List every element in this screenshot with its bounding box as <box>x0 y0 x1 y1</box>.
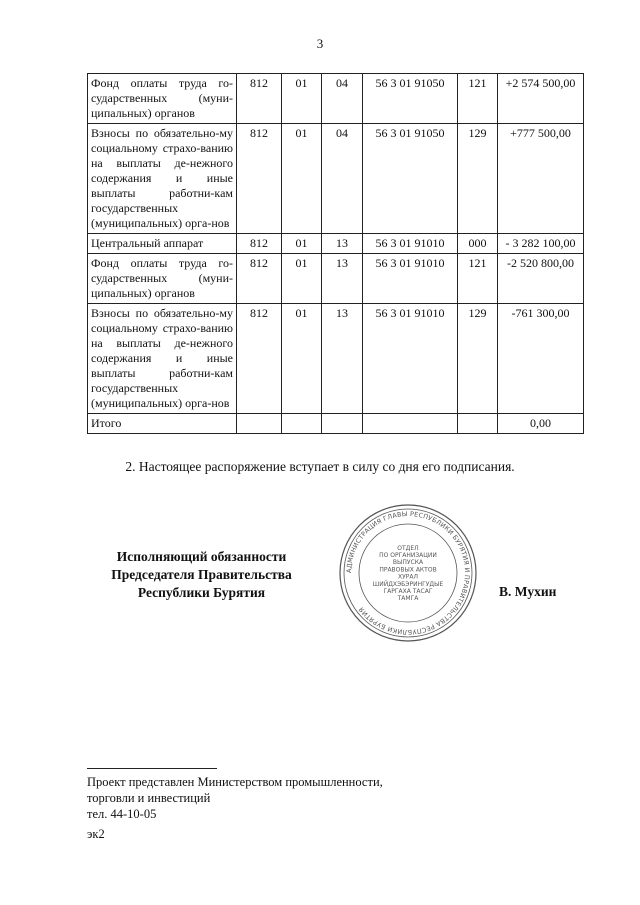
document-index-code: эк2 <box>87 827 105 841</box>
cell-expense-type-code <box>458 414 498 434</box>
cell-expense-type-code: 129 <box>458 304 498 414</box>
signer-title <box>94 548 309 602</box>
signer-line-2: Председателя Правительства <box>111 567 292 582</box>
footnote-line-2: торговли и инвестиций <box>87 791 211 805</box>
seal-outer-text: АДМИНИСТРАЦИЯ ГЛАВЫ РЕСПУБЛИКИ БУРЯТИЯ И ПРАВИТЕЛЬСТВА РЕСПУБЛИКИ БУРЯТИЯ <box>344 509 472 637</box>
cell-section-code: 01 <box>282 124 322 234</box>
seal-inner-line: ТАМГА <box>397 595 419 603</box>
cell-article-code: 56 3 01 91010 <box>363 304 458 414</box>
cell-row-name: Фонд оплаты труда го-сударственных (муни-ципальных) органов <box>88 74 237 124</box>
cell-section-code: 01 <box>282 254 322 304</box>
cell-subsection-code <box>322 414 363 434</box>
page-number: 3 <box>316 36 324 51</box>
cell-section-code: 01 <box>282 234 322 254</box>
table-row <box>88 254 584 304</box>
seal-inner-line: ГАРГАХА ТАСАГ <box>383 588 433 595</box>
cell-ministry-code: 812 <box>237 74 282 124</box>
table-row <box>88 124 584 234</box>
footnote-line-1: Проект представлен Министерством промышленности, <box>87 775 383 789</box>
cell-amount: 0,00 <box>498 414 584 434</box>
cell-ministry-code: 812 <box>237 234 282 254</box>
table-row <box>88 74 584 124</box>
seal-inner-line: ХУРАЛ <box>397 573 419 581</box>
cell-section-code: 01 <box>282 304 322 414</box>
cell-row-name: Взносы по обязательно-му социальному страхо-ванию на выплаты де-нежного содержания и иные выплаты работни-кам государственных (муниципальных) орга-нов <box>88 304 237 414</box>
cell-subsection-code: 04 <box>322 124 363 234</box>
seal-inner-text <box>373 545 444 602</box>
official-seal <box>338 503 478 643</box>
cell-subsection-code: 13 <box>322 304 363 414</box>
table-row <box>88 234 584 254</box>
cell-subsection-code: 13 <box>322 254 363 304</box>
cell-expense-type-code: 121 <box>458 74 498 124</box>
cell-expense-type-code: 000 <box>458 234 498 254</box>
cell-section-code <box>282 414 322 434</box>
cell-amount: +777 500,00 <box>498 124 584 234</box>
table-row <box>88 414 584 434</box>
seal-inner-line: ПРАВОВЫХ АКТОВ <box>379 566 437 574</box>
footnote <box>87 774 383 822</box>
cell-article-code: 56 3 01 91010 <box>363 234 458 254</box>
cell-article-code: 56 3 01 91050 <box>363 74 458 124</box>
cell-ministry-code: 812 <box>237 254 282 304</box>
cell-row-name: Итого <box>88 414 237 434</box>
cell-section-code: 01 <box>282 74 322 124</box>
cell-amount: -761 300,00 <box>498 304 584 414</box>
cell-expense-type-code: 121 <box>458 254 498 304</box>
cell-row-name: Фонд оплаты труда го-сударственных (муни-ципальных) органов <box>88 254 237 304</box>
footnote-divider <box>87 768 217 769</box>
cell-article-code <box>363 414 458 434</box>
seal-inner-line: ШИЙДХЭБЭРИНГУДЫЕ <box>372 580 444 588</box>
cell-ministry-code <box>237 414 282 434</box>
table-row <box>88 304 584 414</box>
cell-article-code: 56 3 01 91050 <box>363 124 458 234</box>
budget-changes-table <box>87 73 584 434</box>
cell-subsection-code: 04 <box>322 74 363 124</box>
footnote-line-3: тел. 44-10-05 <box>87 807 157 821</box>
cell-article-code: 56 3 01 91010 <box>363 254 458 304</box>
seal-inner-line: ВЫПУСКА <box>392 559 424 567</box>
table-body <box>88 74 584 434</box>
cell-amount: - 3 282 100,00 <box>498 234 584 254</box>
cell-ministry-code: 812 <box>237 304 282 414</box>
cell-subsection-code: 13 <box>322 234 363 254</box>
seal-inner-line: ПО ОРГАНИЗАЦИИ <box>379 552 437 559</box>
clause-2: 2. Настоящее распоряжение вступает в силу со дня его подписания. <box>125 459 515 474</box>
signer-name: В. Мухин <box>499 584 557 599</box>
signer-line-1: Исполняющий обязанности <box>116 549 287 564</box>
cell-ministry-code: 812 <box>237 124 282 234</box>
cell-row-name: Взносы по обязательно-му социальному страхо-ванию на выплаты де-нежного содержания и иные выплаты работни-кам государственных (муниципальных) орга-нов <box>88 124 237 234</box>
seal-inner-line: ОТДЕЛ <box>397 544 419 552</box>
cell-expense-type-code: 129 <box>458 124 498 234</box>
cell-row-name: Центральный аппарат <box>88 234 237 254</box>
cell-amount: -2 520 800,00 <box>498 254 584 304</box>
cell-amount: +2 574 500,00 <box>498 74 584 124</box>
signer-line-3: Республики Бурятия <box>137 585 266 600</box>
